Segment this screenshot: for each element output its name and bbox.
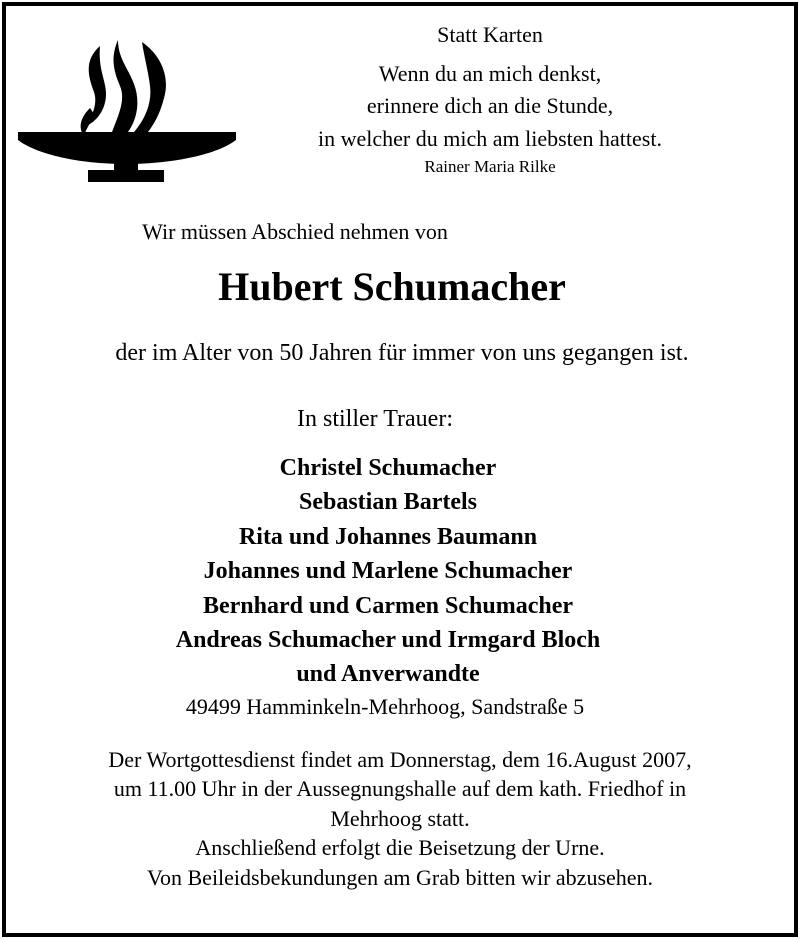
- service-line: um 11.00 Uhr in der Aussegnungshalle auf dem kath. Friedhof in: [113, 776, 687, 802]
- mourner-name: Christel Schumacher: [279, 455, 497, 481]
- farewell-intro: Wir müssen Abschied nehmen von: [142, 219, 448, 244]
- quote-line-1: Wenn du an mich denkst,: [378, 61, 602, 86]
- family-address: 49499 Hamminkeln-Mehrhoog, Sandstraße 5: [185, 694, 585, 719]
- mourner-name: Johannes und Marlene Schumacher: [203, 558, 573, 585]
- bowl-base-shape: [88, 170, 164, 182]
- mourning-heading: In stiller Trauer:: [297, 406, 453, 432]
- header-title: Statt Karten: [437, 22, 543, 47]
- service-line: Der Wortgottesdienst findet am Donnerstag, dem 16.August 2007,: [108, 747, 692, 772]
- bowl-shape: [18, 132, 236, 164]
- flame-right-shape: [134, 42, 166, 132]
- quote-author: Rainer Maria Rilke: [424, 157, 556, 176]
- quote-line-3: in welcher du mich am liebsten hattest.: [318, 126, 662, 151]
- quote-line-2: erinnere dich an die Stunde,: [366, 93, 614, 118]
- service-line: Mehrhoog statt.: [330, 805, 470, 831]
- deceased-name: Hubert Schumacher: [218, 264, 566, 309]
- mourner-name: Andreas Schumacher und Irmgard Bloch: [175, 627, 601, 654]
- flame-bowl-icon: [14, 36, 238, 184]
- service-details: [0, 745, 790, 892]
- mourner-name: Bernhard und Carmen Schumacher: [202, 592, 574, 619]
- service-line: Anschließend erfolgt die Beisetzung der Urne.: [195, 835, 605, 861]
- service-line: Von Beileidsbekundungen am Grab bitten wir abzusehen.: [146, 864, 654, 890]
- age-statement: der im Alter von 50 Jahren für immer von uns gegangen ist.: [115, 340, 689, 366]
- flame-center-shape: [112, 40, 137, 132]
- mourner-name: Sebastian Bartels: [298, 489, 477, 516]
- mourner-name: und Anverwandte: [296, 661, 480, 688]
- mourner-name: Rita und Johannes Baumann: [238, 523, 538, 550]
- mourners-list: [0, 451, 790, 692]
